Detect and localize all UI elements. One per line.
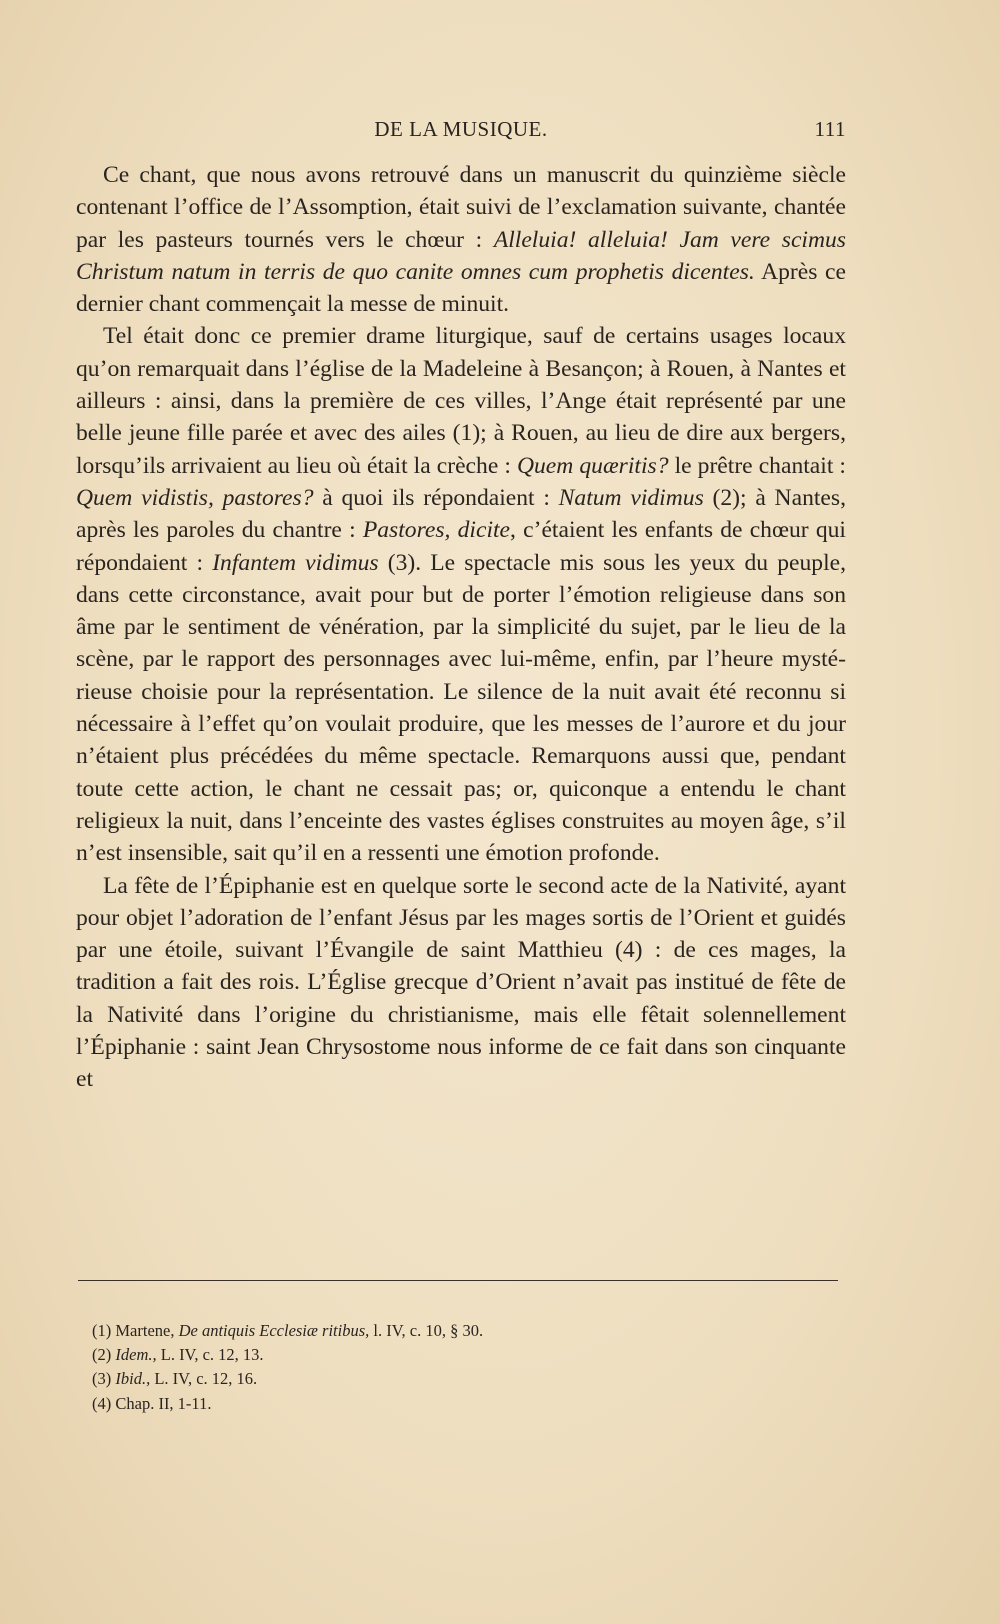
running-title: DE LA MUSIQUE.: [374, 117, 548, 141]
text-span: (2): [92, 1345, 116, 1365]
italic-span: Alleluia! alleluia! Jam vere scimus Christum natum in terris de quo canite omnes cum prophetis dicentes.: [76, 226, 846, 285]
body-text: [76, 159, 846, 1096]
text-span: (2); à Nantes, après les paroles du chantre :: [76, 484, 846, 544]
text-span: Ce chant, que nous avons retrouvé dans un manuscrit du quinzième siècle contenant l’office de l’Assomption, était suivi de l’exclamation suivante, chantée par les pasteurs tournés vers le chœur :: [76, 162, 846, 253]
text-span: l. IV, c. 10, § 30.: [369, 1321, 484, 1340]
paragraph-2: [76, 320, 846, 869]
text-span: L. IV, c. 12, 16.: [150, 1369, 258, 1389]
page-number: 111: [814, 117, 846, 141]
footnote-rule: [78, 1280, 838, 1281]
text-span: (3): [92, 1369, 116, 1389]
italic-span: Quem quæritis?: [516, 452, 669, 479]
paragraph-3: [76, 870, 846, 1096]
italic-span: Infantem vidimus: [212, 549, 379, 576]
italic-span: Ibid.,: [115, 1369, 151, 1389]
text-span: La fête de l’Épiphanie est en quelque sorte le second acte de la Nativité, ayant pour objet l’adoration de l’enfant Jésus par les mages sortis de l’Orient et guidés par une étoile, suivant l’Évangile de saint Matthieu (4) : de ces mages, la tradition a fait des rois. L’Église grecque d’Orient n’avait pas institué de fête de la Nativité dans l’origine du christianisme, mais elle fêtait solennellement l’Épiphanie : saint Jean Chrysostome nous informe de ce fait dans son cinquante et: [76, 872, 846, 1093]
text-span: (4) Chap. II, 1-11.: [92, 1393, 212, 1413]
text-span: L. IV, c. 12, 13.: [156, 1345, 264, 1365]
italic-span: Idem.,: [115, 1345, 157, 1365]
italic-span: De antiquis Ecclesiæ ritibus,: [178, 1321, 370, 1340]
text-span: à quoi ils répondaient :: [313, 484, 559, 511]
running-head: [76, 117, 846, 151]
footnote-2: [92, 1343, 792, 1367]
footnote-3: [92, 1367, 792, 1391]
text-span: (1) Martene,: [92, 1321, 179, 1340]
paragraph-1: [76, 159, 846, 320]
footnote-4: [92, 1392, 792, 1416]
text-span: Tel était donc ce premier drame liturgique, sauf de certains usages locaux qu’on remarquait dans l’église de la Madeleine à Besançon; à Rouen, à Nantes et ailleurs : ainsi, dans la première de ces villes, l’Ange était représenté par une belle jeune fille parée et avec des ailes (1); à Rouen, au lieu de dire aux bergers, lorsqu’ils arrivaient au lieu où était la crèche :: [76, 323, 846, 479]
text-span: le prêtre chantait :: [668, 452, 846, 479]
text-span: (3). Le spectacle mis sous les yeux du peuple, dans cette circonstance, avait pour but de porter l’émotion religieuse dans son âme par le sentiment de vénération, par la simplicité du sujet, par le lieu de la scène, par le rapport des personnages avec lui-même, enfin, par l’heure mystérieuse choisie pour la représentation. Le silence de la nuit avait été reconnu si nécessaire à l’effet qu’on voulait produire, que les messes de l’aurore et du jour n’étaient plus précédées du même spectacle. Remarquons aussi que, pendant toute cette action, le chant ne cessait pas; or, quiconque a entendu le chant religieux la nuit, dans l’enceinte des vastes églises construites au moyen âge, s’il n’est insensible, sait qu’il en a ressenti une émotion profonde.: [76, 549, 846, 867]
footnote-1: [92, 1319, 792, 1343]
footnotes: [92, 1319, 792, 1416]
italic-span: Quem vidistis, pastores?: [76, 484, 314, 511]
text-span: , c’étaient les enfants de chœur qui répondaient :: [76, 517, 846, 576]
italic-span: Pastores, dicite: [362, 517, 511, 544]
text-span: Après ce dernier chant commençait la messe de minuit.: [76, 258, 846, 318]
italic-span: Natum vidimus: [558, 484, 704, 511]
